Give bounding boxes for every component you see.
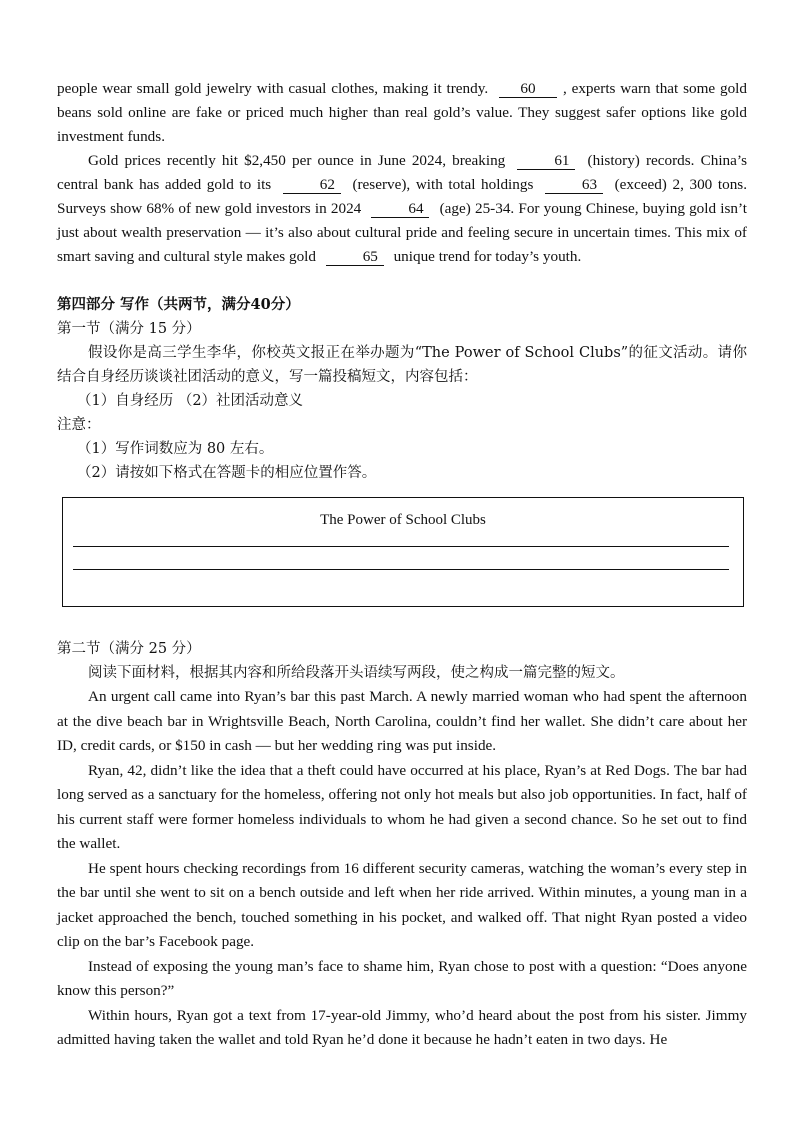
story-passage: [57, 685, 747, 1053]
note-item: （1）写作词数应为 80 左右。: [77, 441, 274, 457]
essay-title: The Power of School Clubs: [320, 512, 486, 528]
cloze-text: people wear small gold jewelry with casual clothes, making it trendy.: [57, 80, 493, 97]
exam-page: [57, 77, 747, 1053]
cloze-passage: [57, 77, 747, 269]
story-paragraph: Instead of exposing the young man’s face to shame him, Ryan chose to post with a question: “Does anyone know this person?”: [57, 957, 747, 999]
section1-points: （1）自身经历 （2）社团活动意义: [77, 393, 304, 409]
section1-prompt: 假设你是高三学生李华，你校英文报正在举办题为“The Power of School Clubs”的征文活动。请你结合自身经历谈谈社团活动的意义，写一篇投稿短文，内容包括：: [57, 345, 747, 385]
cloze-text: , experts warn that some gold beans sold online are fake or priced much higher than real gold’s value. They suggest safer options like gold investment funds.: [57, 80, 747, 145]
section1-heading: 第一节（满分 15 分）: [57, 321, 201, 337]
blank-64: 64: [371, 200, 429, 218]
cloze-text: (reserve), with total holdings: [346, 176, 539, 193]
cloze-paragraph: [57, 77, 747, 149]
blank-62: 62: [283, 176, 341, 194]
writing-line: [73, 546, 729, 547]
cloze-text: (age) 25-34. For young Chinese, buying gold isn’t just about wealth preservation — it’s also about cultural pride and feeling secure in uncertain times. This mix of smart saving and cultural style makes gold: [57, 200, 747, 265]
story-paragraph: Ryan, 42, didn’t like the idea that a theft could have occurred at his place, Ryan’s at Red Dogs. The bar had long served as a sanctuary for the homeless, offering not only hot meals but also job opportunities. In fact, half of his current staff were former homeless individuals to whom he had given a second chance. So he set out to find the wallet.: [57, 761, 747, 852]
answer-format-box: [62, 497, 744, 607]
part4-heading: 第四部分 写作（共两节，满分40分）: [57, 296, 300, 313]
cloze-text: (exceed) 2, 300 tons. Surveys show 68% of new gold investors in 2024: [57, 176, 747, 217]
blank-63: 63: [545, 176, 603, 194]
notes-label: 注意：: [57, 417, 101, 433]
story-paragraph: An urgent call came into Ryan’s bar this past March. A newly married woman who had spent the afternoon at the dive beach bar in Wrightsville Beach, North Carolina, couldn’t find her wallet. She didn’t care about her ID, credit cards, or $150 in cash — but her wedding ring was put inside.: [57, 688, 747, 754]
blank-61: 61: [517, 152, 575, 170]
note-item: （2）请按如下格式在答题卡的相应位置作答。: [77, 465, 377, 481]
blank-60: 60: [499, 80, 557, 98]
cloze-text: unique trend for today’s youth.: [389, 248, 582, 265]
cloze-text: Gold prices recently hit $2,450 per ounce in June 2024, breaking: [88, 152, 512, 169]
cloze-text: (history) records. China’s central bank has added gold to its: [57, 152, 748, 193]
story-paragraph: He spent hours checking recordings from 16 different security cameras, watching the woman’s every step in the bar until she went to sit on a bench outside and left when her ride arrived. Within minutes, a young man in a jacket approached the bench, touched something in his pocket, and walked off. That night Ryan posted a video clip on the bar’s Facebook page.: [57, 859, 747, 950]
section2-heading: 第二节（满分 25 分）: [57, 641, 201, 657]
cloze-paragraph: [57, 149, 747, 269]
writing-line: [73, 569, 729, 570]
section2-instruction: 阅读下面材料，根据其内容和所给段落开头语续写两段，使之构成一篇完整的短文。: [88, 665, 625, 681]
story-paragraph: Within hours, Ryan got a text from 17-year-old Jimmy, who’d heard about the post from his sister. Jimmy admitted having taken the wallet and told Ryan he’d done it because he hadn’t eaten in two days. He: [57, 1006, 747, 1048]
blank-65: 65: [326, 248, 384, 266]
